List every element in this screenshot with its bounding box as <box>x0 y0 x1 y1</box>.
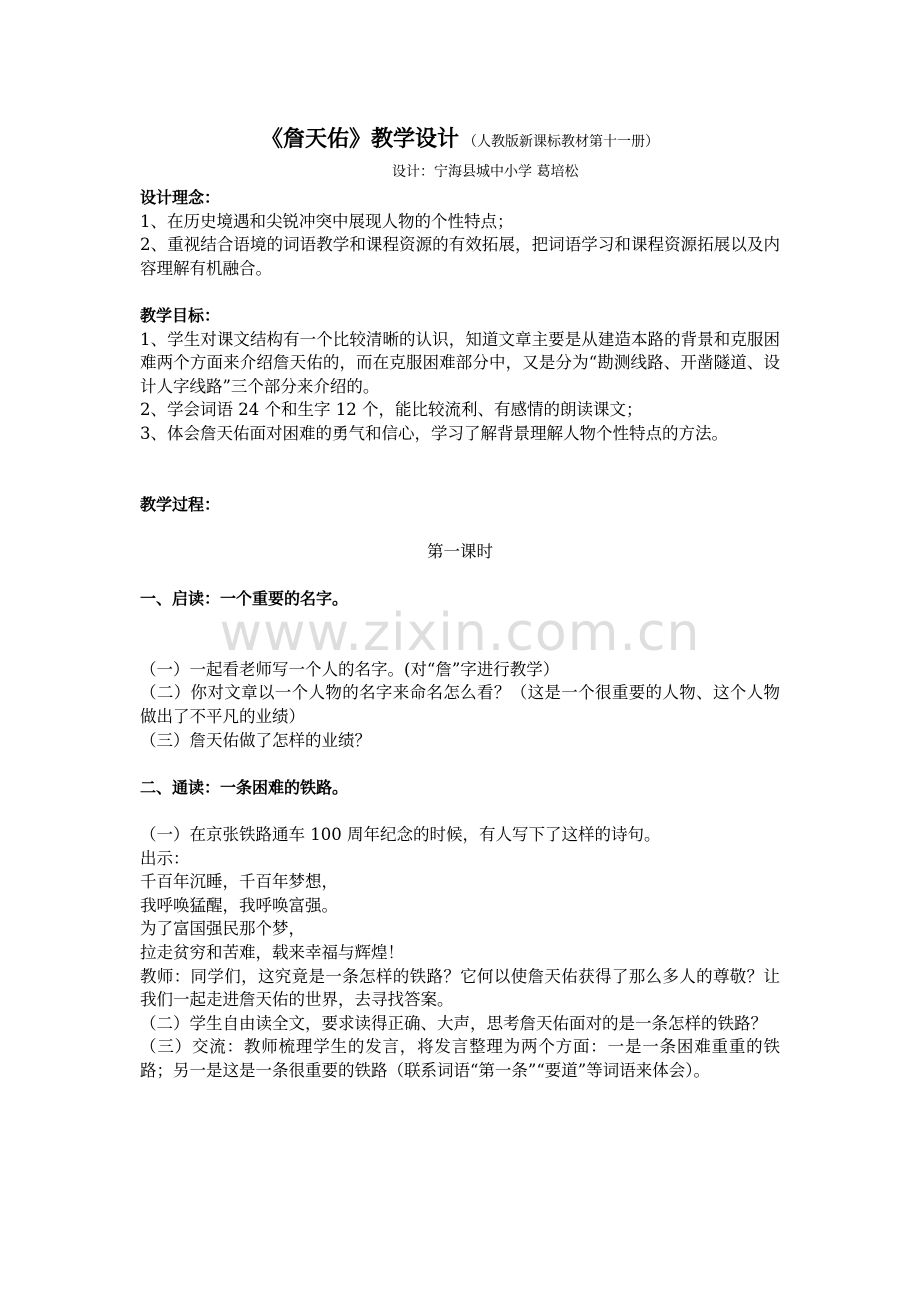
part2-item-3: （三）交流：教师梳理学生的发言，将发言整理为两个方面：一是一条困难重重的铁路；另一是这是一条很重要的铁路（联系词语“第一条”“要道”等词语来体会）。 <box>140 1037 780 1080</box>
heading-teaching-goals: 教学目标： <box>140 305 221 325</box>
part1-item-2: （二）你对文章以一个人物的名字来命名怎么看？（这是一个很重要的人物、这个人物做出了不平凡的业绩） <box>140 683 780 727</box>
heading-design-concept: 设计理念： <box>140 188 221 207</box>
poem-line: 为了富国强民那个梦， <box>140 919 305 939</box>
lesson-label: 第一课时 <box>427 541 493 561</box>
part2-teacher-note: 教师：同学们，这究竟是一条怎样的铁路？它何以使詹天佑获得了那么多人的尊敬？让我们一起走进詹天佑的世界，去寻找答案。 <box>140 966 780 1010</box>
part1-item-3: （三）詹天佑做了怎样的业绩？ <box>140 730 371 750</box>
poem-line: 我呼唤猛醒，我呼唤富强。 <box>140 895 338 915</box>
part1-item-1: （一）一起看老师写一个人的名字。(对“詹”字进行教学） <box>140 659 560 679</box>
document-body <box>140 186 780 1083</box>
concept-item-1: 1、在历史境遇和尖锐冲突中展现人物的个性特点； <box>140 211 514 231</box>
poem-line: 千百年沉睡，千百年梦想， <box>140 872 338 892</box>
part2-show-label: 出示： <box>140 848 190 868</box>
part2-heading: 二、通读：一条困难的铁路。 <box>140 777 349 797</box>
concept-item-2: 2、重视结合语境的词语教学和课程资源的有效拓展，把词语学习和课程资源拓展以及内容理解有机融合。 <box>140 235 780 278</box>
part2-item-2: （二）学生自由读全文，要求读得正确、大声，思考詹天佑面对的是一条怎样的铁路？ <box>140 1013 767 1033</box>
heading-teaching-process: 教学过程： <box>140 494 221 514</box>
goal-item-2: 2、学会词语 24 个和生字 12 个，能比较流利、有感情的朗读课文； <box>140 400 643 420</box>
document-title: 《詹天佑》教学设计 <box>260 127 459 152</box>
title-line <box>0 122 920 153</box>
part1-heading: 一、启读：一个重要的名字。 <box>140 589 349 609</box>
goal-item-1: 1、学生对课文结构有一个比较清晰的认识，知道文章主要是从建造本路的背景和克服困难两个方面来介绍詹天佑的，而在克服困难部分中，又是分为“勘测线路、开凿隧道、设计人字线路”三个部分来介绍的。 <box>140 329 780 396</box>
goal-item-3: 3、体会詹天佑面对困难的勇气和信心，学习了解背景理解人物个性特点的方法。 <box>140 423 728 443</box>
author-byline: 设计：宁海县城中小学 葛培松 <box>392 164 579 180</box>
poem-line: 拉走贫穷和苦难，载来幸福与辉煌！ <box>140 943 404 962</box>
part2-intro: （一）在京张铁路通车 100 周年纪念的时候，有人写下了这样的诗句。 <box>140 825 661 845</box>
document-subtitle: （人教版新课标教材第十一册） <box>463 134 659 150</box>
watermark: www.zixin.com.cn <box>219 603 701 663</box>
